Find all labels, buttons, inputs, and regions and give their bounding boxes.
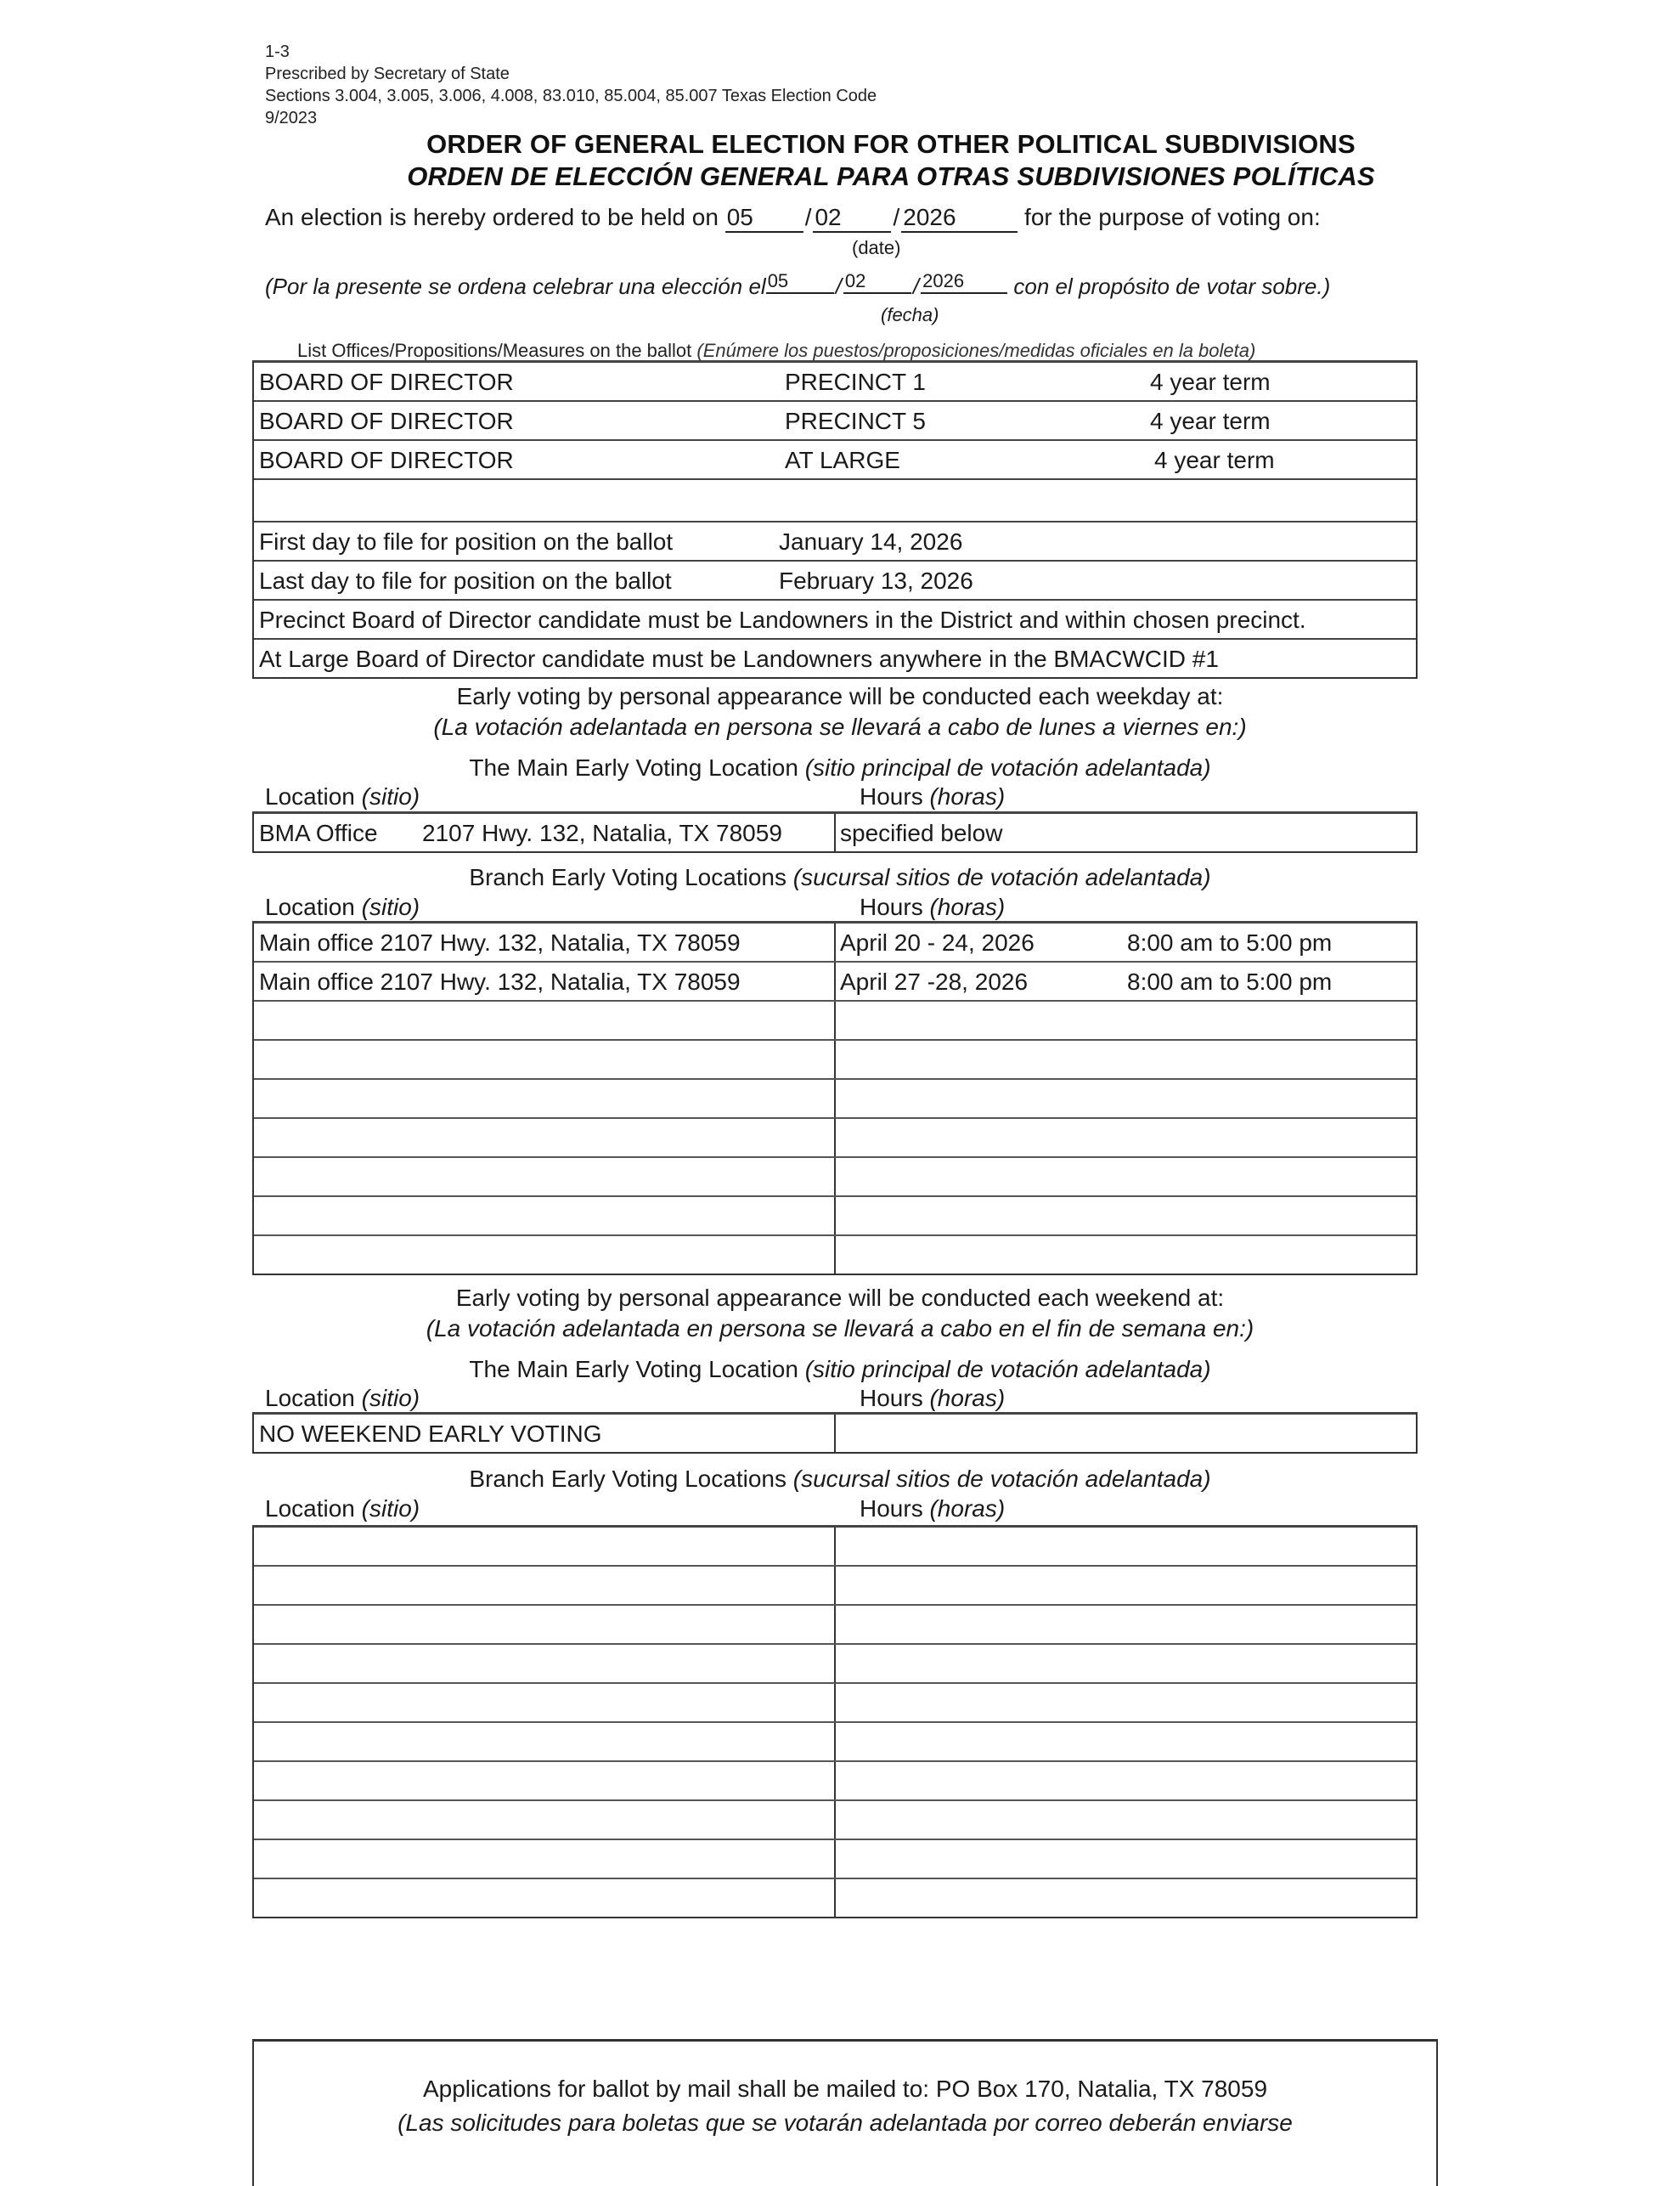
branch-row-empty (254, 1528, 1416, 1567)
main-location-name: NO WEEKEND EARLY VOTING (259, 1421, 602, 1447)
column-divider (834, 1840, 836, 1878)
election-suffix-es: con el propósito de votar sobre.) (1013, 274, 1331, 299)
main-heading-es: (sitio principal de votación adelantada) (804, 1356, 1211, 1382)
form-header (265, 41, 877, 129)
office-row-empty (254, 480, 1416, 522)
weekday-main-location-table (252, 811, 1418, 853)
office-term: 4 year term (1150, 408, 1271, 434)
title-english: ORDER OF GENERAL ELECTION FOR OTHER POLITICAL SUBDIVISIONS (426, 129, 1356, 159)
branch-row (254, 924, 1416, 963)
weekend-main-heading (0, 1356, 1680, 1383)
branch-row-empty (254, 1158, 1416, 1197)
note-text: Precinct Board of Director candidate must be Landowners in the District and within chosen precinct. (259, 607, 1306, 633)
weekend-branch-table (252, 1525, 1418, 1918)
date-label: (date) (852, 237, 901, 258)
weekday-heading-es: (La votación adelantada en persona se llevará a cabo de lunes a viernes en:) (433, 714, 1247, 740)
offices-table (252, 360, 1418, 679)
location-label: Location (265, 783, 355, 810)
branch-time: 8:00 am to 5:00 pm (1127, 969, 1333, 995)
code-sections: Sections 3.004, 3.005, 3.006, 4.008, 83.010, 85.004, 85.007 Texas Election Code (265, 87, 877, 105)
eleccion-year-field[interactable]: 2026 (921, 270, 1007, 294)
main-heading-es: (sitio principal de votación adelantada) (804, 754, 1211, 781)
weekend-branch-heading (0, 1466, 1680, 1493)
note-text: At Large Board of Director candidate must be Landowners anywhere in the BMACWCID #1 (259, 646, 1219, 672)
branch-row-empty (254, 1236, 1416, 1274)
weekday-main-col-heads (265, 783, 1006, 811)
location-label-es: (sitio) (361, 783, 420, 810)
column-divider (834, 1762, 836, 1799)
election-date-line-en: An election is hereby ordered to be held on 05 / 02 / 2026 for the purpose of voting on: (265, 204, 1321, 233)
branch-row-empty (254, 1684, 1416, 1723)
column-divider (834, 1158, 836, 1195)
branch-heading-en: Branch Early Voting Locations (469, 1466, 786, 1492)
office-row (254, 363, 1416, 402)
branch-row-empty (254, 1119, 1416, 1158)
weekday-heading: Early voting by personal appearance will be conducted each weekday at: (456, 683, 1224, 709)
office-term: 4 year term (1150, 369, 1271, 395)
main-heading-en: The Main Early Voting Location (469, 754, 798, 781)
column-divider (834, 924, 836, 961)
column-divider (834, 963, 836, 1000)
column-divider (834, 1197, 836, 1234)
office-name: BOARD OF DIRECTOR (259, 369, 514, 395)
election-date-line-es: (Por la presente se ordena celebrar una elección el05 / 02 / 2026 con el propósito de votar sobre.) (265, 270, 1331, 299)
column-divider (834, 1041, 836, 1078)
hours-label-es: (horas) (929, 1495, 1006, 1522)
title-spanish: ORDEN DE ELECCIÓN GENERAL PARA OTRAS SUBDIVISIONES POLÍTICAS (407, 161, 1375, 191)
location-label-es: (sitio) (361, 1385, 420, 1411)
office-name: BOARD OF DIRECTOR (259, 408, 514, 434)
branch-location: Main office 2107 Hwy. 132, Natalia, TX 78059 (259, 929, 741, 956)
column-divider (834, 1415, 836, 1452)
weekend-main-col-heads (265, 1385, 1006, 1412)
main-location-row (254, 1415, 1416, 1452)
hours-label-en: Hours (860, 894, 923, 920)
column-divider (834, 1119, 836, 1156)
eleccion-day-field[interactable]: 02 (843, 270, 911, 294)
hours-label-es: (horas) (929, 1385, 1006, 1411)
branch-row-empty (254, 1080, 1416, 1119)
hours-label (860, 894, 1005, 921)
branch-row-empty (254, 1567, 1416, 1606)
branch-row-empty (254, 1801, 1416, 1840)
mail-address-en: Applications for ballot by mail shall be mailed to: PO Box 170, Natalia, TX 78059 (422, 2076, 1268, 2102)
eligibility-note-precinct (254, 601, 1416, 640)
location-label-es: (sitio) (361, 894, 420, 920)
branch-heading-en: Branch Early Voting Locations (469, 864, 786, 890)
office-row (254, 402, 1416, 441)
hours-label-en: Hours (860, 1385, 923, 1411)
column-divider (834, 1879, 836, 1917)
column-divider (834, 1606, 836, 1643)
branch-row-empty (254, 1840, 1416, 1879)
election-suffix-en: for the purpose of voting on: (1024, 204, 1321, 230)
column-divider (834, 1002, 836, 1039)
hours-label (860, 783, 1005, 811)
weekday-branch-col-heads (265, 894, 1006, 921)
branch-time: 8:00 am to 5:00 pm (1127, 929, 1333, 956)
branch-dates: April 20 - 24, 2026 (840, 929, 1034, 956)
location-label: Location (265, 1385, 355, 1411)
hours-label (860, 1495, 1005, 1522)
filing-row-last (254, 562, 1416, 601)
location-label: Location (265, 1495, 355, 1522)
branch-row-empty (254, 1879, 1416, 1917)
filing-label: Last day to file for position on the ballot (259, 568, 672, 594)
weekend-branch-col-heads (265, 1495, 1006, 1522)
weekend-heading: Early voting by personal appearance will be conducted each weekend at: (455, 1285, 1225, 1311)
prescribed-by: Prescribed by Secretary of State (265, 65, 510, 83)
main-location-name: BMA Office (259, 820, 378, 846)
branch-row (254, 963, 1416, 1002)
column-divider (834, 1080, 836, 1117)
column-divider (834, 1528, 836, 1565)
offices-caption (297, 340, 1255, 362)
main-location-address: 2107 Hwy. 132, Natalia, TX 78059 (422, 820, 782, 846)
hours-label-en: Hours (860, 783, 923, 810)
weekday-branch-heading (0, 864, 1680, 891)
filing-label: First day to file for position on the ballot (259, 528, 674, 555)
election-day-field[interactable]: 02 (813, 204, 891, 233)
form-revision: 9/2023 (265, 109, 318, 127)
offices-caption-en: List Offices/Propositions/Measures on the ballot (297, 340, 692, 361)
branch-row-empty (254, 1723, 1416, 1762)
office-name: BOARD OF DIRECTOR (259, 447, 514, 473)
weekday-branch-table (252, 921, 1418, 1275)
hours-label (860, 1385, 1005, 1412)
branch-row-empty (254, 1606, 1416, 1645)
branch-location: Main office 2107 Hwy. 132, Natalia, TX 78059 (259, 969, 741, 995)
filing-date: January 14, 2026 (779, 528, 963, 555)
location-label-es: (sitio) (361, 1495, 420, 1522)
hours-label-es: (horas) (929, 894, 1006, 920)
office-position: PRECINCT 5 (785, 408, 926, 434)
office-row (254, 441, 1416, 480)
weekday-main-heading (0, 754, 1680, 782)
main-location-hours: specified below (840, 820, 1003, 846)
column-divider (834, 1684, 836, 1721)
filing-row-first (254, 522, 1416, 562)
election-prefix-en: An election is hereby ordered to be held on (265, 204, 719, 230)
eligibility-note-at-large (254, 640, 1416, 677)
office-position: PRECINCT 1 (785, 369, 926, 395)
mail-address-es: (Las solicitudes para boletas que se votarán adelantada por correo deberán enviarse (397, 2110, 1293, 2136)
column-divider (834, 1645, 836, 1682)
hours-label-es: (horas) (929, 783, 1006, 810)
branch-row-empty (254, 1762, 1416, 1801)
fecha-label: (fecha) (881, 304, 939, 325)
weekend-heading-es: (La votación adelantada en persona se llevará a cabo en el fin de semana en:) (426, 1315, 1254, 1342)
filing-date: February 13, 2026 (779, 568, 973, 594)
election-prefix-es: (Por la presente se ordena celebrar una elección el (265, 274, 766, 299)
branch-heading-es: (sucursal sitios de votación adelantada) (792, 864, 1211, 890)
column-divider (834, 1723, 836, 1760)
branch-dates: April 27 -28, 2026 (840, 969, 1029, 995)
hours-label-en: Hours (860, 1495, 923, 1522)
branch-row-empty (254, 1645, 1416, 1684)
branch-row-empty (254, 1197, 1416, 1236)
weekend-main-location-table (252, 1412, 1418, 1454)
branch-row-empty (254, 1002, 1416, 1041)
location-label: Location (265, 894, 355, 920)
column-divider (834, 1801, 836, 1839)
main-location-row (254, 814, 1416, 851)
column-divider (834, 1236, 836, 1274)
eleccion-month-field[interactable]: 05 (766, 270, 834, 294)
office-position: AT LARGE (785, 447, 900, 473)
office-term: 4 year term (1154, 447, 1275, 473)
election-month-field[interactable]: 05 (725, 204, 803, 233)
ballot-by-mail-box (252, 2039, 1438, 2186)
branch-row-empty (254, 1041, 1416, 1080)
branch-heading-es: (sucursal sitios de votación adelantada) (792, 1466, 1211, 1492)
column-divider (834, 814, 836, 851)
column-divider (834, 1567, 836, 1604)
form-number: 1-3 (265, 42, 290, 61)
election-year-field[interactable]: 2026 (901, 204, 1018, 233)
offices-caption-es: (Enúmere los puestos/proposiciones/medidas oficiales en la boleta) (696, 340, 1256, 361)
main-heading-en: The Main Early Voting Location (469, 1356, 798, 1382)
